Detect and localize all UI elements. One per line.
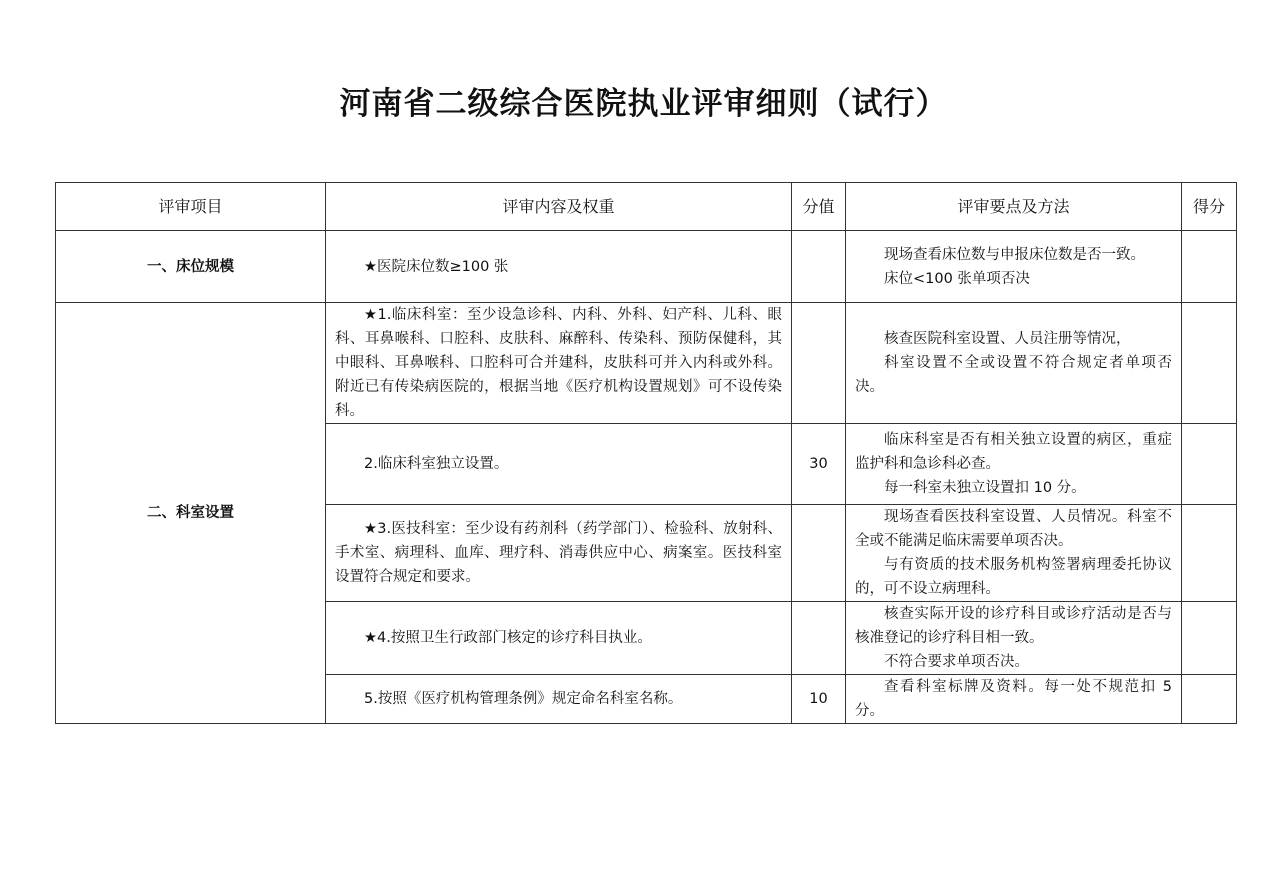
table-header-row: [56, 183, 1237, 231]
content-cell: [326, 602, 792, 675]
method-text: 查看科室标牌及资料。每一处不规范扣 5 分。: [855, 679, 1172, 719]
method-text: 现场查看床位数与申报床位数是否一致。: [884, 246, 1145, 263]
score-cell: [792, 505, 846, 602]
criteria-table: [55, 182, 1237, 724]
table-row: [56, 231, 1237, 303]
method-text: 核查医院科室设置、人员注册等情况，: [884, 331, 1131, 347]
method-cell: [846, 303, 1182, 424]
score-cell: [792, 303, 846, 424]
content-cell: [326, 505, 792, 602]
header-content: 评审内容及权重: [326, 183, 792, 231]
content-text: 5.按照《医疗机构管理条例》规定命名科室名称。: [364, 691, 683, 707]
score-cell: [792, 602, 846, 675]
content-cell: [326, 424, 792, 505]
method-cell: [846, 675, 1182, 724]
method-cell: [846, 505, 1182, 602]
table-row: [56, 303, 1237, 424]
content-text: ★1.临床科室：至少设急诊科、内科、外科、妇产科、儿科、眼科、耳鼻喉科、口腔科、皮肤科、麻醉科、传染科、预防保健科，其中眼科、耳鼻喉科、口腔科可合并建科，皮肤科可并入内科或外科。附近已有传染病医院的，根据当地《医疗机构设置规划》可不设传染科。: [335, 307, 782, 419]
points-cell: [1182, 602, 1237, 675]
points-cell: [1182, 675, 1237, 724]
points-cell: [1182, 424, 1237, 505]
method-text: 现场查看医技科室设置、人员情况。科室不全或不能满足临床需要单项否决。: [855, 509, 1172, 549]
method-text: 临床科室是否有相关独立设置的病区，重症监护科和急诊科必查。: [855, 432, 1172, 472]
content-text: ★3.医技科室：至少设有药剂科（药学部门）、检验科、放射科、手术室、病理科、血库、理疗科、消毒供应中心、病案室。医技科室设置符合规定和要求。: [335, 521, 782, 585]
points-cell: [1182, 231, 1237, 303]
content-text: ★4.按照卫生行政部门核定的诊疗科目执业。: [364, 630, 652, 646]
method-cell: [846, 424, 1182, 505]
method-text: 不符合要求单项否决。: [884, 654, 1029, 670]
method-text: 核查实际开设的诊疗科目或诊疗活动是否与核准登记的诊疗科目相一致。: [855, 606, 1172, 646]
score-cell: [792, 231, 846, 303]
score-cell: 30: [792, 424, 846, 505]
header-item: 评审项目: [56, 183, 326, 231]
header-points: 得分: [1182, 183, 1237, 231]
content-text: 2.临床科室独立设置。: [364, 456, 509, 472]
method-text: 每一科室未独立设置扣 10 分。: [884, 480, 1086, 496]
document-title: 河南省二级综合医院执业评审细则（试行）: [339, 86, 948, 122]
points-cell: [1182, 303, 1237, 424]
score-cell: 10: [792, 675, 846, 724]
method-text: 床位<100 张单项否决: [884, 270, 1030, 287]
content-text: ★医院床位数≥100 张: [364, 258, 509, 275]
method-text: 与有资质的技术服务机构签署病理委托协议的，可不设立病理科。: [855, 557, 1172, 597]
content-cell: [326, 303, 792, 424]
header-method: 评审要点及方法: [846, 183, 1182, 231]
header-score: 分值: [792, 183, 846, 231]
section-item-department-setup: 二、科室设置: [56, 303, 326, 724]
section-item-bed-scale: 一、床位规模: [56, 231, 326, 303]
method-cell: [846, 602, 1182, 675]
content-cell: [326, 231, 792, 303]
points-cell: [1182, 505, 1237, 602]
content-cell: [326, 675, 792, 724]
method-cell: [846, 231, 1182, 303]
method-text: 科室设置不全或设置不符合规定者单项否决。: [855, 355, 1172, 395]
